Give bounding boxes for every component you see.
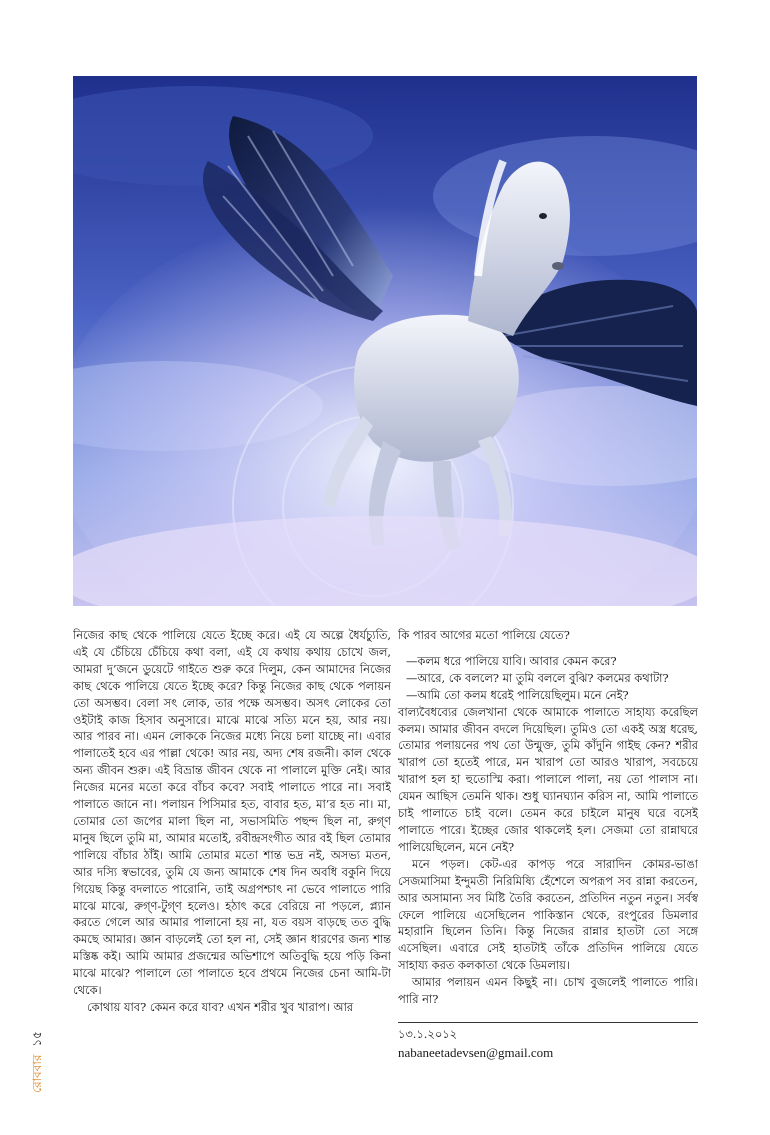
article-right-column [398, 627, 698, 1067]
winged-horse-illustration [73, 76, 697, 606]
article-paragraph: কি পারব আগের মতো পালিয়ে যেতে? [398, 628, 570, 642]
article-paragraph: মনে পড়ল। কেট-এর কাপড় পরে সারাদিন কোমর-ভাঙা সেজমাসিমা ইন্দুমতী নিরিমিষ্যি হেঁশেলে অপরূপ সব রান্না করতেন, আর অসামান্য সব মিষ্টি তৈরি করতেন, প্রতিদিন নতুন নতুন। সর্বস্ব ফেলে পালিয়ে এসেছিলেন পাকিস্তান থেকে, রংপুরের ডিমলার মহারানি ছিলেন তিনি। কিন্তু নিজের রান্নার হাতটা তো সঙ্গে এসেছিল। এবারে সেই হাতটাই তাঁকে প্রতিদিন পালিয়ে যেতে সাহায্য করত কলকাতা থেকে ডিমলায়। [398, 856, 698, 973]
running-head [22, 1012, 52, 1112]
page-number: ১৫ [30, 1031, 44, 1047]
winged-horse-artwork [73, 76, 697, 606]
article-left-column [73, 627, 391, 1062]
divider [398, 1022, 698, 1023]
spacer [398, 644, 698, 653]
dialogue-line: —আমি তো কলম ধরেই পালিয়েছিলুম। মনে নেই? [406, 687, 629, 702]
magazine-name: রোববার [30, 1054, 44, 1093]
dialogue-line: —আরে, কে বললে? মা তুমি বললে বুঝি? কলমের কথাটা? [406, 670, 669, 685]
article-date: ১৩.১.২০১২ [398, 1027, 458, 1041]
article-paragraph: নিজের কাছ থেকে পালিয়ে যেতে ইচ্ছে করে। এই যে অল্পে ধৈর্যচ্যুতি, এই যে চেঁচিয়ে চেঁচিয়ে কথা বলা, এই যে কথায় কথায় চোখে জল, আমরা দু’জনে ডুয়েটে গাইতে শুরু করে দিলুম, কেন আমাদের নিজের কাছ থেকে পালিয়ে যেতে ইচ্ছে করে? কিন্তু নিজের কাছ থেকে পলায়ন তো অসম্ভব। বেলা সৎ লোক, তার পক্ষে অসম্ভব। অসৎ লোকের তো ওইটাই কাজ হিসাব অনুসারে। মাঝে মাঝে সত্যি মনে হয়, আর নয়। আর পারব না। এমন লোককে নিজের মধ্যে নিয়ে চলা যাচ্ছে না। এবার পালাতেই হবে এর পাল্লা থেকে! আর নয়, অদ্য শেষ রজনী। কাল থেকে অন্য জীবন শুরু। এই বিভ্রান্ত জীবন থেকে না পালালে মুক্তি নেই। আর নিজের মনের মতো করে বাঁচব কবে? সবাই পালাতে পারে না। সবাই পালাতে জানে না। পলায়ন পিসিমার হত, বাবার হত, মা’র হত না। মা, তোমার তো জপের মালা ছিল না, সভাসমিতি পছন্দ ছিল না, রুগ্ণ মানুষ ছিলে তুমি মা, আমার মতোই, রবীন্দ্রসংগীত আর বই ছিল তোমার পালিয়ে বাঁচার ঠাঁই। আমি তোমার মতো শান্ত ভদ্র নই, অসভ্য মতন, আর দস্যি স্বভাবের, তুমি যে জন্য আমাকে শেষ দিন অবধি বকুনি দিয়ে গিয়েছ কিন্তু বদলাতে পারোনি, তাই অগ্রপশ্চাৎ না ভেবে পালাতে পারি মাঝে মাঝে, রুগ্ণ-টুগ্ণ হলেও। হঠাৎ করে বেরিয়ে না পড়লে, প্ল্যান করতে গেলে আর আমার পালানো হয় না, যত বয়স বাড়ছে তত বুদ্ধি কমছে আমার। জ্ঞান বাড়লেই তো হল না, সেই জ্ঞান ধারণের জন্য শান্ত মস্তিষ্ক কই। আমি আমার প্রজন্মের অভিশাপে অতিবুদ্ধি হয়ে পড়ি কিনা মাঝে মাঝে? পালালে তো পালাতে হবে প্রথমে নিজের চেনা আমি-টা থেকে। [73, 628, 391, 998]
author-email: nabaneetadevsen@gmail.com [398, 1045, 554, 1060]
dialogue-line: —কলম ধরে পালিয়ে যাবি। আবার কেমন করে? [406, 653, 617, 668]
article-paragraph: বাল্যবৈধব্যের জেলখানা থেকে আমাকে পালাতে সাহায্য করেছিল কলম। আমার জীবন বদলে দিয়েছিল। তুমিও তো একই অস্ত্র ধরেছ, তোমার পলায়নের পথ তো উন্মুক্ত, তুমি কাঁদুনি গাইছ কেন? শরীর খারাপ তো হতেই পারে, মন খারাপ তো আরও খারাপ, সবচেয়ে খারাপ হল হা হুতোস্মি করা। পালালে পালা, নয় তো পালাস না। যেমন আছিস তেমনি থাক। শুধু ঘ্যানঘ্যান করিস না, আমি পালাতে চাই পালাতে চাই বলে। তেমন করে চাইলে মানুষ ঘরে বসেই পালাতে পারে। ইচ্ছের জোর থাকলেই হল। সেজমা তো রান্নাঘরে পালিয়েছিলেন, মনে নেই? [398, 704, 698, 854]
article-paragraph: আমার পলায়ন এমন কিছুই না। চোখ বুজলেই পালাতে পারি। পারি না? [398, 975, 698, 1007]
article-paragraph: কোথায় যাব? কেমন করে যাব? এখন শরীর খুব খারাপ। আর [87, 999, 354, 1014]
